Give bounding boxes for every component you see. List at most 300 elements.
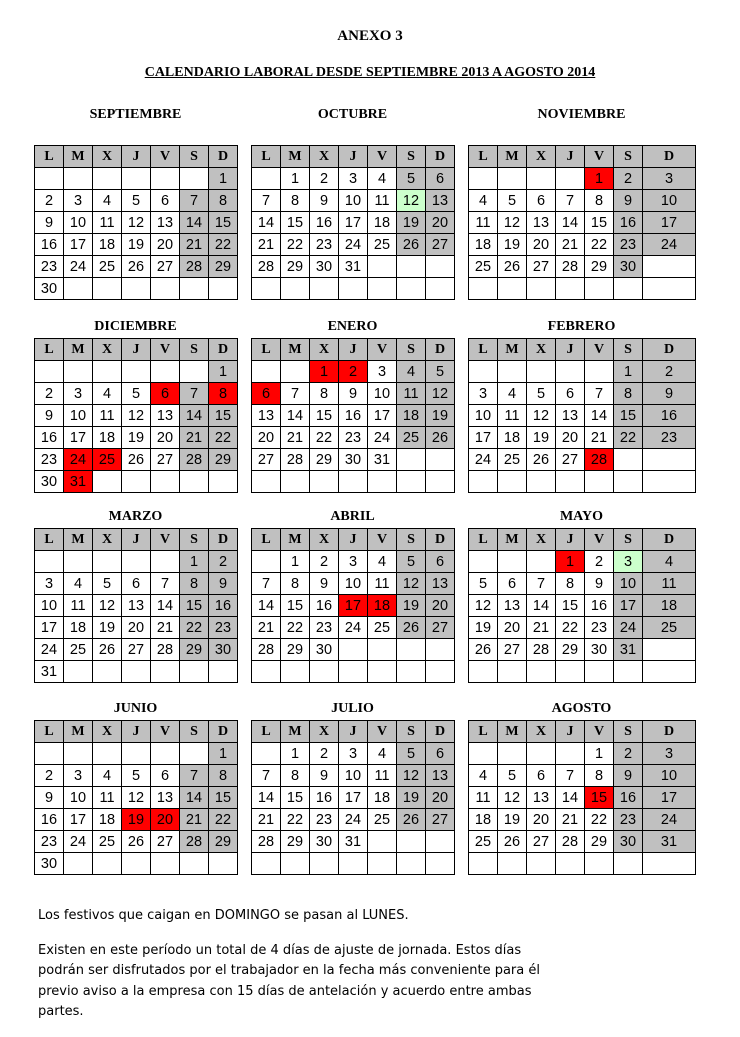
day-cell: 25 [64,639,93,661]
day-cell: 13 [426,190,455,212]
day-cell: 20 [122,617,151,639]
day-cell: 30 [35,853,64,875]
weekday-header: D [426,339,455,361]
empty-cell [252,361,281,383]
calendar-subtitle: CALENDARIO LABORAL DESDE SEPTIEMBRE 2013 A AGOSTO 2014 [144,65,596,80]
day-cell: 28 [252,256,281,278]
day-cell: 29 [281,639,310,661]
empty-cell [498,471,527,493]
day-cell: 26 [122,449,151,471]
weekday-header: L [35,721,64,743]
day-cell: 29 [585,831,614,853]
day-cell: 31 [643,831,696,853]
empty-cell [310,661,339,683]
empty-cell [180,471,209,493]
day-cell: 17 [35,617,64,639]
weekday-header: V [368,721,397,743]
empty-cell [426,853,455,875]
day-cell: 1 [614,361,643,383]
empty-cell [585,853,614,875]
day-cell: 5 [469,573,498,595]
day-cell: 6 [498,573,527,595]
day-cell: 3 [614,551,643,573]
day-cell: 25 [93,256,122,278]
day-cell: 4 [397,361,426,383]
day-cell: 30 [35,471,64,493]
day-cell: 15 [209,212,238,234]
day-cell: 15 [556,595,585,617]
day-cell: 27 [527,256,556,278]
empty-cell [122,853,151,875]
weekday-header: S [397,339,426,361]
day-cell: 20 [527,809,556,831]
day-cell: 29 [209,256,238,278]
empty-cell [368,831,397,853]
day-cell: 27 [252,449,281,471]
day-cell: 12 [397,765,426,787]
day-cell: 2 [643,361,696,383]
day-cell: 16 [310,787,339,809]
weekday-header: M [498,529,527,551]
empty-cell [527,853,556,875]
weekday-header: J [339,721,368,743]
empty-cell [585,471,614,493]
empty-cell [556,278,585,300]
weekday-header: V [151,339,180,361]
weekday-header: X [310,339,339,361]
empty-cell [151,853,180,875]
day-cell: 9 [35,405,64,427]
day-cell: 20 [426,212,455,234]
day-cell: 5 [122,383,151,405]
day-cell: 13 [426,573,455,595]
empty-cell [180,168,209,190]
day-cell: 5 [122,765,151,787]
weekday-header: L [35,146,64,168]
day-cell: 11 [64,595,93,617]
empty-cell [397,449,426,471]
month-table [34,338,238,493]
empty-cell [469,661,498,683]
day-cell: 17 [368,405,397,427]
day-cell: 18 [643,595,696,617]
day-cell: 22 [209,427,238,449]
weekday-header: M [281,529,310,551]
empty-cell [339,639,368,661]
day-cell: 17 [64,234,93,256]
weekday-header: V [585,146,614,168]
empty-cell [64,853,93,875]
day-cell: 23 [35,256,64,278]
month-name: JUNIO [113,701,158,716]
day-cell: 1 [556,551,585,573]
day-cell: 31 [368,449,397,471]
day-cell: 3 [35,573,64,595]
day-cell: 18 [368,212,397,234]
day-cell: 7 [585,383,614,405]
empty-cell [310,278,339,300]
month-table [251,338,455,493]
day-cell: 20 [151,427,180,449]
day-cell: 19 [122,427,151,449]
empty-cell [426,831,455,853]
day-cell: 9 [310,190,339,212]
empty-cell [151,551,180,573]
empty-cell [93,278,122,300]
empty-cell [397,471,426,493]
day-cell: 12 [397,573,426,595]
empty-cell [498,361,527,383]
empty-cell [397,639,426,661]
day-cell: 18 [93,234,122,256]
day-cell: 22 [614,427,643,449]
empty-cell [585,361,614,383]
weekday-header: D [426,721,455,743]
day-cell: 8 [209,383,238,405]
day-cell: 4 [93,190,122,212]
day-cell: 9 [585,573,614,595]
day-cell: 29 [209,831,238,853]
day-cell: 10 [469,405,498,427]
empty-cell [426,449,455,471]
weekday-header: L [469,146,498,168]
empty-cell [64,278,93,300]
day-cell: 3 [64,383,93,405]
empty-cell [209,471,238,493]
empty-cell [368,639,397,661]
day-cell: 23 [585,617,614,639]
day-cell: 10 [643,190,696,212]
day-cell: 30 [209,639,238,661]
weekday-header: D [426,146,455,168]
empty-cell [310,853,339,875]
empty-cell [281,853,310,875]
day-cell: 22 [209,234,238,256]
empty-cell [469,853,498,875]
day-cell: 21 [180,234,209,256]
empty-cell [180,278,209,300]
weekday-header: L [469,721,498,743]
day-cell: 11 [498,405,527,427]
day-cell: 15 [180,595,209,617]
day-cell: 19 [397,787,426,809]
empty-cell [556,853,585,875]
day-cell: 12 [122,212,151,234]
day-cell: 13 [527,787,556,809]
day-cell: 10 [368,383,397,405]
day-cell: 26 [426,427,455,449]
day-cell: 4 [498,383,527,405]
empty-cell [527,471,556,493]
day-cell: 8 [614,383,643,405]
weekday-header: L [252,529,281,551]
empty-cell [527,168,556,190]
day-cell: 3 [643,743,696,765]
day-cell: 24 [614,617,643,639]
empty-cell [180,853,209,875]
day-cell: 5 [527,383,556,405]
empty-cell [527,661,556,683]
day-cell: 3 [339,743,368,765]
day-cell: 12 [122,787,151,809]
empty-cell [527,743,556,765]
day-cell: 21 [527,617,556,639]
day-cell: 25 [397,427,426,449]
month-table [251,145,455,300]
day-cell: 7 [556,190,585,212]
day-cell: 3 [339,551,368,573]
day-cell: 9 [614,765,643,787]
day-cell: 17 [64,809,93,831]
day-cell: 22 [281,809,310,831]
empty-cell [643,256,696,278]
month-table [34,145,238,300]
day-cell: 22 [556,617,585,639]
empty-cell [93,551,122,573]
empty-cell [180,361,209,383]
weekday-header: V [368,146,397,168]
day-cell: 4 [469,190,498,212]
month-agosto [468,701,695,891]
empty-cell [397,853,426,875]
day-cell: 9 [209,573,238,595]
day-cell: 14 [252,595,281,617]
day-cell: 20 [426,595,455,617]
empty-cell [556,661,585,683]
day-cell: 7 [281,383,310,405]
day-cell: 2 [614,168,643,190]
empty-cell [469,168,498,190]
empty-cell [614,471,643,493]
day-cell: 7 [556,765,585,787]
day-cell: 2 [35,765,64,787]
weekday-header: X [527,146,556,168]
day-cell: 20 [498,617,527,639]
day-cell: 12 [527,405,556,427]
day-cell: 28 [151,639,180,661]
weekday-header: X [310,146,339,168]
empty-cell [122,471,151,493]
day-cell: 11 [93,787,122,809]
day-cell: 8 [585,765,614,787]
weekday-header: X [527,721,556,743]
day-cell: 29 [180,639,209,661]
notes [38,906,558,1037]
day-cell: 7 [252,765,281,787]
empty-cell [498,168,527,190]
day-cell: 6 [426,168,455,190]
day-cell: 5 [93,573,122,595]
day-cell: 9 [643,383,696,405]
day-cell: 10 [643,765,696,787]
weekday-header: M [281,721,310,743]
day-cell: 22 [281,234,310,256]
empty-cell [93,471,122,493]
empty-cell [527,278,556,300]
day-cell: 17 [339,595,368,617]
day-cell: 9 [310,765,339,787]
month-marzo [34,509,237,699]
day-cell: 15 [614,405,643,427]
day-cell: 24 [35,639,64,661]
day-cell: 14 [252,212,281,234]
empty-cell [252,278,281,300]
day-cell: 29 [281,831,310,853]
day-cell: 31 [614,639,643,661]
day-cell: 16 [35,234,64,256]
day-cell: 20 [426,787,455,809]
day-cell: 19 [93,617,122,639]
empty-cell [35,168,64,190]
empty-cell [93,743,122,765]
day-cell: 4 [64,573,93,595]
empty-cell [498,743,527,765]
weekday-header: D [643,721,696,743]
day-cell: 18 [397,405,426,427]
day-cell: 17 [469,427,498,449]
day-cell: 20 [151,234,180,256]
day-cell: 14 [281,405,310,427]
day-cell: 10 [614,573,643,595]
day-cell: 11 [643,573,696,595]
weekday-header: M [281,339,310,361]
day-cell: 18 [93,809,122,831]
day-cell: 19 [397,595,426,617]
day-cell: 25 [93,831,122,853]
month-name: OCTUBRE [317,107,388,122]
day-cell: 30 [585,639,614,661]
empty-cell [426,256,455,278]
day-cell: 18 [469,234,498,256]
day-cell: 1 [585,168,614,190]
day-cell: 12 [426,383,455,405]
empty-cell [209,661,238,683]
month-name: ABRIL [330,509,375,524]
day-cell: 27 [426,809,455,831]
month-name: JULIO [331,701,374,716]
weekday-header: X [93,146,122,168]
day-cell: 2 [614,743,643,765]
empty-cell [527,551,556,573]
weekday-header: L [252,146,281,168]
empty-cell [643,639,696,661]
day-cell: 19 [397,212,426,234]
day-cell: 18 [368,787,397,809]
day-cell: 1 [209,743,238,765]
day-cell: 21 [556,234,585,256]
day-cell: 2 [310,168,339,190]
day-cell: 11 [368,573,397,595]
weekday-header: L [469,339,498,361]
day-cell: 18 [469,809,498,831]
day-cell: 8 [556,573,585,595]
empty-cell [614,853,643,875]
day-cell: 29 [281,256,310,278]
weekday-header: S [614,721,643,743]
empty-cell [93,361,122,383]
weekday-header: M [64,529,93,551]
month-octubre [251,107,454,297]
day-cell: 13 [426,765,455,787]
empty-cell [180,661,209,683]
day-cell: 16 [35,809,64,831]
day-cell: 11 [397,383,426,405]
day-cell: 14 [556,212,585,234]
day-cell: 17 [64,427,93,449]
weekday-header: V [151,529,180,551]
day-cell: 27 [426,234,455,256]
month-diciembre [34,319,237,509]
day-cell: 30 [339,449,368,471]
empty-cell [469,551,498,573]
day-cell: 16 [310,595,339,617]
day-cell: 3 [368,361,397,383]
day-cell: 25 [368,617,397,639]
empty-cell [64,551,93,573]
empty-cell [643,278,696,300]
day-cell: 4 [643,551,696,573]
empty-cell [469,278,498,300]
weekday-header: V [368,339,397,361]
empty-cell [122,551,151,573]
empty-cell [281,278,310,300]
day-cell: 14 [252,787,281,809]
day-cell: 1 [180,551,209,573]
empty-cell [252,168,281,190]
weekday-header: X [310,721,339,743]
day-cell: 6 [527,190,556,212]
day-cell: 7 [252,190,281,212]
day-cell: 31 [35,661,64,683]
day-cell: 10 [64,405,93,427]
month-name: DICIEMBRE [94,319,177,334]
day-cell: 28 [556,256,585,278]
empty-cell [252,471,281,493]
day-cell: 2 [35,190,64,212]
day-cell: 14 [180,405,209,427]
empty-cell [93,661,122,683]
day-cell: 13 [151,787,180,809]
empty-cell [643,449,696,471]
day-cell: 9 [310,573,339,595]
empty-cell [64,168,93,190]
day-cell: 21 [180,809,209,831]
day-cell: 22 [585,809,614,831]
month-mayo [468,509,695,699]
empty-cell [35,361,64,383]
day-cell: 14 [556,787,585,809]
month-table [34,720,238,875]
day-cell: 6 [122,573,151,595]
day-cell: 27 [122,639,151,661]
day-cell: 28 [180,449,209,471]
day-cell: 30 [310,639,339,661]
day-cell: 11 [469,787,498,809]
empty-cell [397,256,426,278]
day-cell: 26 [122,831,151,853]
day-cell: 19 [498,809,527,831]
empty-cell [151,743,180,765]
day-cell: 7 [180,190,209,212]
day-cell: 27 [426,617,455,639]
day-cell: 24 [64,831,93,853]
day-cell: 17 [339,787,368,809]
day-cell: 14 [180,212,209,234]
day-cell: 27 [498,639,527,661]
month-name: MARZO [108,509,163,524]
day-cell: 29 [209,449,238,471]
weekday-header: S [614,529,643,551]
